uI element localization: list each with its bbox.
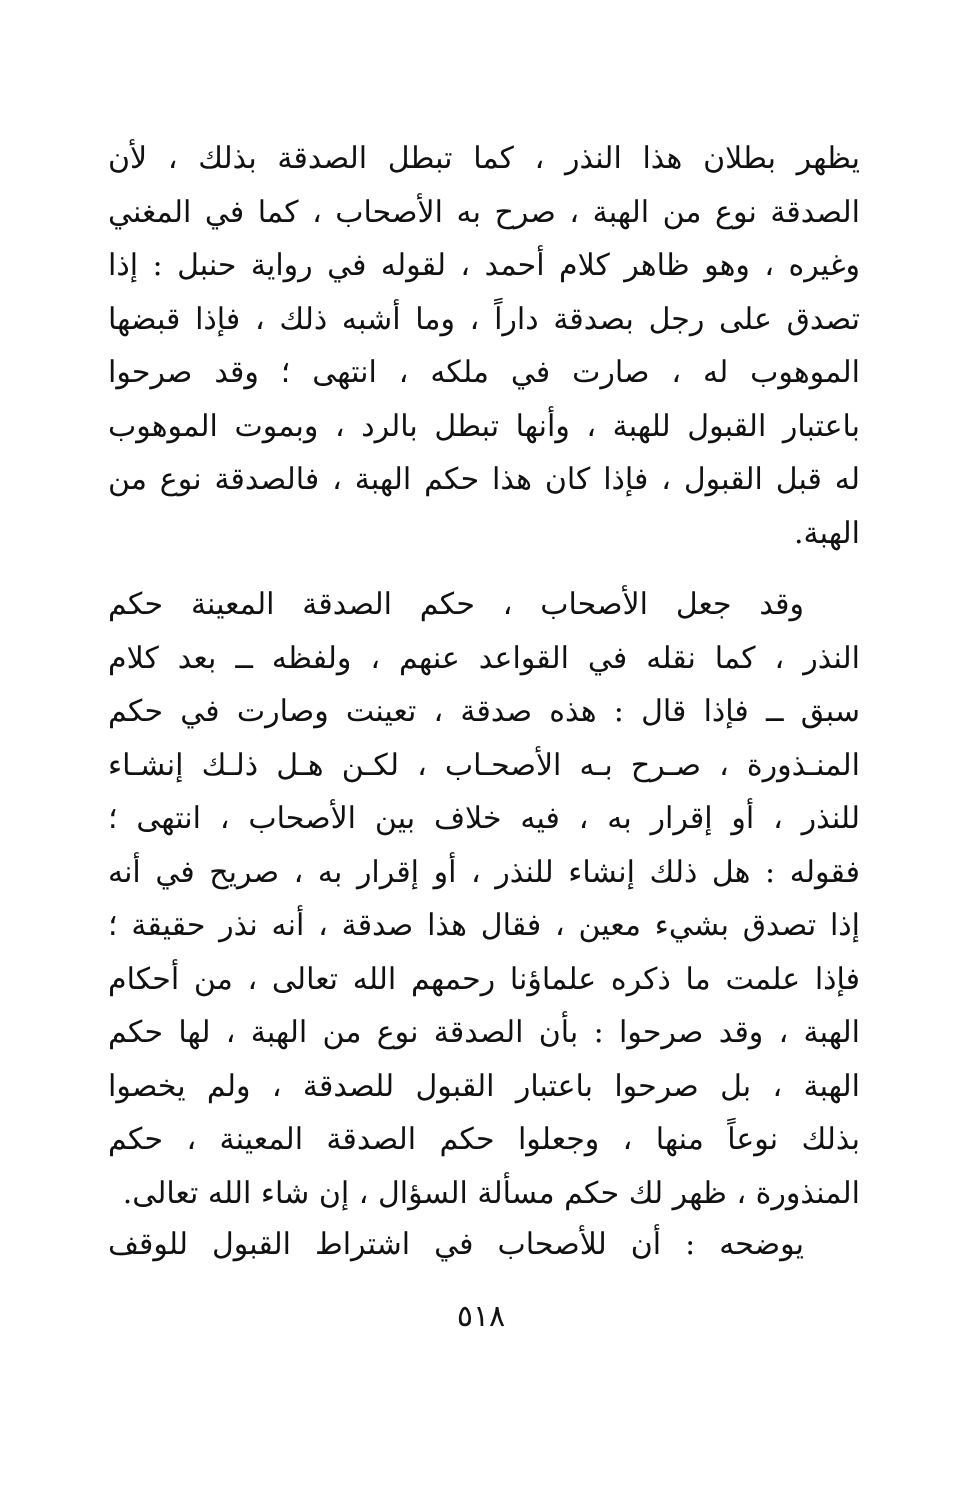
text-line: له قبل القبول ، فإذا كان هذا حكم الهبة ، فالصدقة نوع من [108, 462, 860, 497]
text-line: الهبة. [794, 515, 860, 551]
paragraph-1 [108, 132, 860, 560]
text-line: الهبة ، وقد صرحوا : بأن الصدقة نوع من الهبة ، لها حكم [108, 1015, 860, 1050]
text-line: يوضحه : أن للأصحاب في اشتراط القبول للوقف [108, 1227, 804, 1262]
text-line: فإذا علمت ما ذكره علماؤنا رحمهم الله تعالى ، من أحكام [108, 961, 860, 997]
paragraph-2 [108, 578, 860, 1220]
page-number: ٥١٨ [456, 1299, 506, 1334]
text-line: الصدقة نوع من الهبة ، صرح به الأصحاب ، كما في المغني [108, 194, 860, 230]
text-line: إذا تصدق بشيء معين ، فقال هذا صدقة ، أنه نذر حقيقة ؛ [108, 908, 860, 943]
text-line: المنـذورة ، صـرح بـه الأصحـاب ، لكـن هـل ذلـك إنشـاء [108, 747, 860, 783]
text-line: للنذر ، أو إقرار به ، فيه خلاف بين الأصحاب ، انتهى ؛ [108, 801, 860, 836]
paragraph-3 [108, 1218, 860, 1272]
text-line: وغيره ، وهو ظاهر كلام أحمد ، لقوله في رواية حنبل : إذا [108, 248, 860, 283]
text-line: بذلك نوعاً منها ، وجعلوا حكم الصدقة المعينة ، حكم [108, 1122, 860, 1157]
text-line: الموهوب له ، صارت في ملكه ، انتهى ؛ وقد صرحوا [108, 355, 860, 390]
text-line: وقد جعل الأصحاب ، حكم الصدقة المعينة حكم [108, 587, 804, 622]
text-line: تصدق على رجل بصدقة داراً ، وما أشبه ذلك ، فإذا قبضها [108, 301, 860, 337]
text-line: يظهر بطلان هذا النذر ، كما تبطل الصدقة بذلك ، لأن [108, 141, 860, 176]
text-line: سبق ــ فإذا قال : هذه صدقة ، تعينت وصارت في حكم [108, 694, 860, 729]
text-line: النذر ، كما نقله في القواعد عنهم ، ولفظه ــ بعد كلام [108, 640, 860, 676]
text-line: المنذورة ، ظهر لك حكم مسألة السؤال ، إن شاء الله تعالى. [122, 1175, 860, 1211]
text-line: الهبة ، بل صرحوا باعتبار القبول للصدقة ، ولم يخصوا [108, 1068, 860, 1104]
text-line: فقوله : هل ذلك إنشاء للنذر ، أو إقرار به ، صريح في أنه [108, 854, 860, 890]
text-line: باعتبار القبول للهبة ، وأنها تبطل بالرد ، وبموت الموهوب [108, 408, 860, 444]
